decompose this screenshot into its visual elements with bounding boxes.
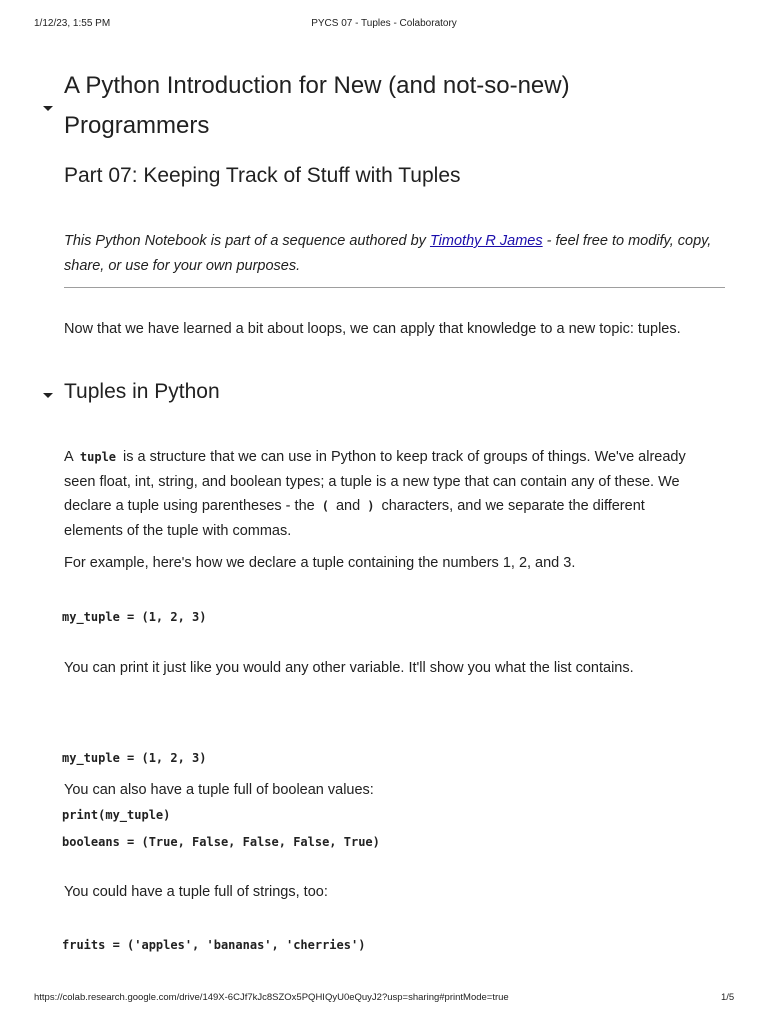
note-text-before: This Python Notebook is part of a sequence authored by (64, 233, 430, 249)
code-cell-booleans[interactable]: booleans = (True, False, False, False, True) (62, 835, 380, 849)
horizontal-divider (64, 287, 725, 288)
code-line: my_tuple = (1, 2, 3) (62, 751, 207, 765)
boolean-paragraph: You can also have a tuple full of boolean values: (64, 782, 374, 798)
code-line: print(my_tuple) (62, 808, 171, 822)
p1-text: is a structure that we can use in Python to keep track of groups of things. We've already (119, 449, 686, 465)
tuple-description (64, 445, 754, 543)
p1-text: A (64, 449, 77, 465)
p1-text: characters, and we separate the different (377, 498, 645, 514)
section-heading: Tuples in Python (64, 380, 220, 403)
note-line-2: share, or use for your own purposes. (64, 257, 301, 274)
p1-line-4: elements of the tuple with commas. (64, 522, 292, 539)
inline-code-tuple: tuple (79, 450, 117, 464)
author-link[interactable]: Timothy R James (429, 233, 543, 249)
collapse-caret-icon[interactable] (43, 106, 53, 111)
inline-code-close-paren: ) (367, 499, 375, 513)
print-page-number: 1/5 (721, 992, 735, 1003)
code-cell-declare-tuple[interactable]: my_tuple = (1, 2, 3) (62, 610, 207, 624)
intro-paragraph: Now that we have learned a bit about loops, we can apply that knowledge to a new topic: tuples. (64, 321, 681, 337)
print-paragraph: You can print it just like you would any other variable. It'll show you what the list contains. (64, 660, 634, 676)
print-url: https://colab.research.google.com/drive/149X-6CJf7kJc8SZOx5PQHIQyU0eQuyJ2?usp=sharing#printMode=true (34, 992, 509, 1003)
p1-text: and (331, 498, 365, 514)
inline-code-open-paren: ( (321, 499, 329, 513)
authorship-note (64, 229, 744, 278)
note-text-after: - feel free to modify, copy, (542, 233, 712, 249)
title-line-1: A Python Introduction for New (and not-so-new) (64, 72, 570, 99)
p1-line-2: seen float, int, string, and boolean types; a tuple is a new type that can contain any of these. We (64, 473, 680, 490)
part-subtitle: Part 07: Keeping Track of Stuff with Tuples (64, 164, 461, 187)
notebook-title (64, 66, 744, 146)
example-intro-paragraph: For example, here's how we declare a tuple containing the numbers 1, 2, and 3. (64, 555, 576, 571)
title-line-2: Programmers (64, 112, 210, 139)
print-doc-title: PYCS 07 - Tuples - Colaboratory (311, 18, 457, 29)
print-datetime: 1/12/23, 1:55 PM (34, 18, 111, 29)
section-collapse-caret-icon[interactable] (43, 393, 53, 398)
strings-paragraph: You could have a tuple full of strings, too: (64, 884, 328, 900)
p1-text: declare a tuple using parentheses - the (64, 498, 319, 514)
code-cell-fruits[interactable]: fruits = ('apples', 'bananas', 'cherries') (62, 938, 366, 952)
